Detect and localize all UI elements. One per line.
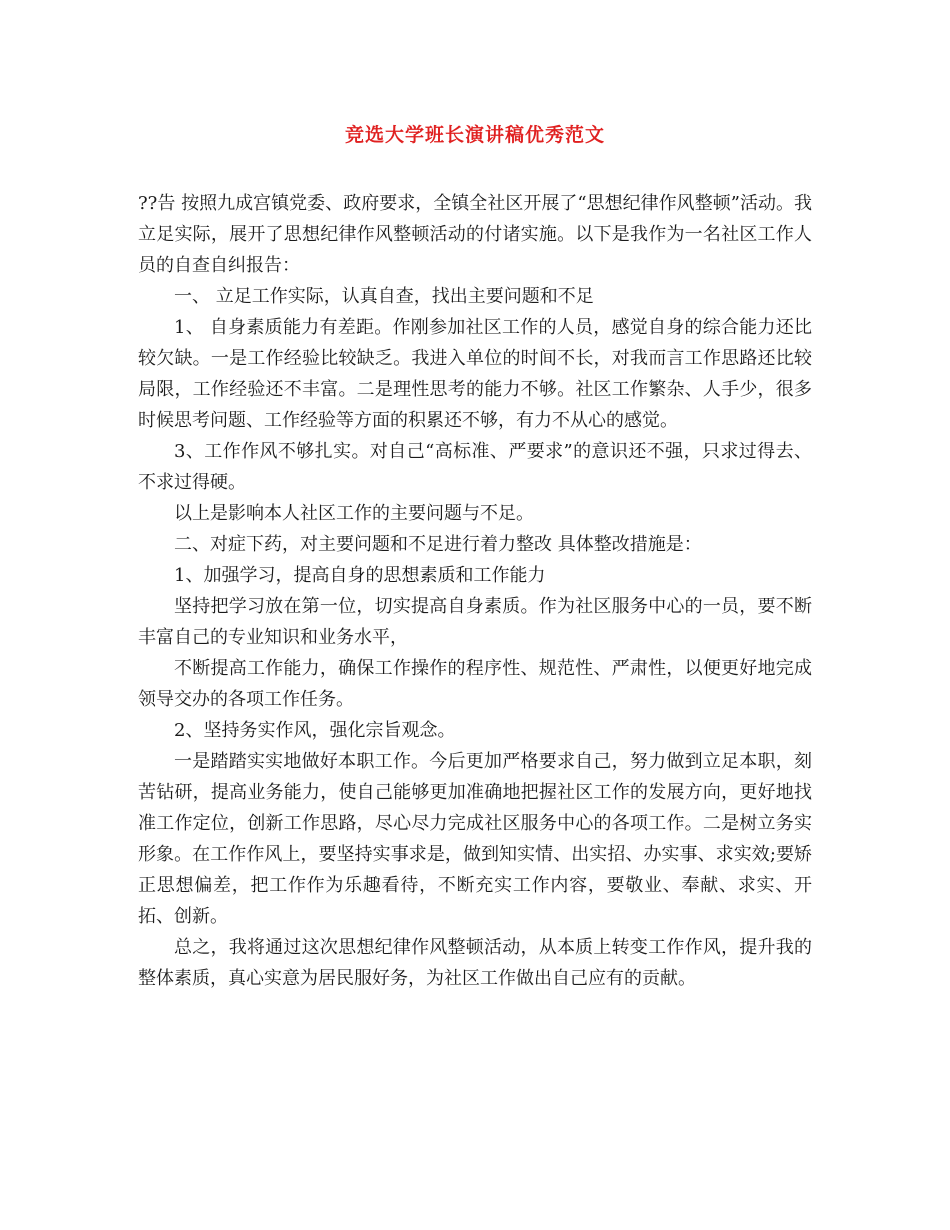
document-title: 竞选大学班长演讲稿优秀范文 [344,124,605,146]
paragraph-item-3: 3、工作作风不够扎实。对自己“高标准、严要求”的意识还不强，只求过得去、不求过得硬。 [138,441,812,493]
paragraph-intro: ??告 按照九成宫镇党委、政府要求，全镇全社区开展了“思想纪律作风整顿”活动。我立足实际，展开了思想纪律作风整顿活动的付诸实施。以下是我作为一名社区工作人员的自查自纠报告： [138,193,812,276]
paragraph-summary-problems: 以上是影响本人社区工作的主要问题与不足。 [174,503,534,524]
document-body [138,188,812,994]
paragraph-measure-2-heading: 2、坚持务实作风，强化宗旨观念。 [174,720,456,741]
paragraph-section-2-heading: 二、对症下药，对主要问题和不足进行着力整改 具体整改措施是： [174,534,702,555]
paragraph-measure-1-body-a: 坚持把学习放在第一位，切实提高自身素质。作为社区服务中心的一员，要不断丰富自己的专业知识和业务水平， [138,596,812,648]
paragraph-measure-1-heading: 1、加强学习，提高自身的思想素质和工作能力 [174,565,546,586]
paragraph-section-1-heading: 一、 立足工作实际，认真自查，找出主要问题和不足 [174,286,594,307]
paragraph-conclusion: 总之，我将通过这次思想纪律作风整顿活动，从本质上转变工作作风，提升我的整体素质，真心实意为居民服好务，为社区工作做出自己应有的贡献。 [138,937,812,989]
paragraph-measure-2-body: 一是踏踏实实地做好本职工作。今后更加严格要求自己，努力做到立足本职，刻苦钻研，提高业务能力，使自己能够更加准确地把握社区工作的发展方向，更好地找准工作定位，创新工作思路，尽心尽力完成社区服务中心的各项工作。二是树立务实形象。在工作作风上，要坚持实事求是，做到知实情、出实招、办实事、求实效;要矫正思想偏差，把工作作为乐趣看待，不断充实工作内容，要敬业、奉献、求实、开拓、创新。 [138,751,812,927]
paragraph-measure-1-body-b: 不断提高工作能力，确保工作操作的程序性、规范性、严肃性，以便更好地完成领导交办的各项工作任务。 [138,658,812,710]
paragraph-item-1: 1、 自身素质能力有差距。作刚参加社区工作的人员，感觉自身的综合能力还比较欠缺。一是工作经验比较缺乏。我进入单位的时间不长，对我而言工作思路还比较局限，工作经验还不丰富。二是理性思考的能力不够。社区工作繁杂、人手少，很多时候思考问题、工作经验等方面的积累还不够，有力不从心的感觉。 [138,317,812,431]
